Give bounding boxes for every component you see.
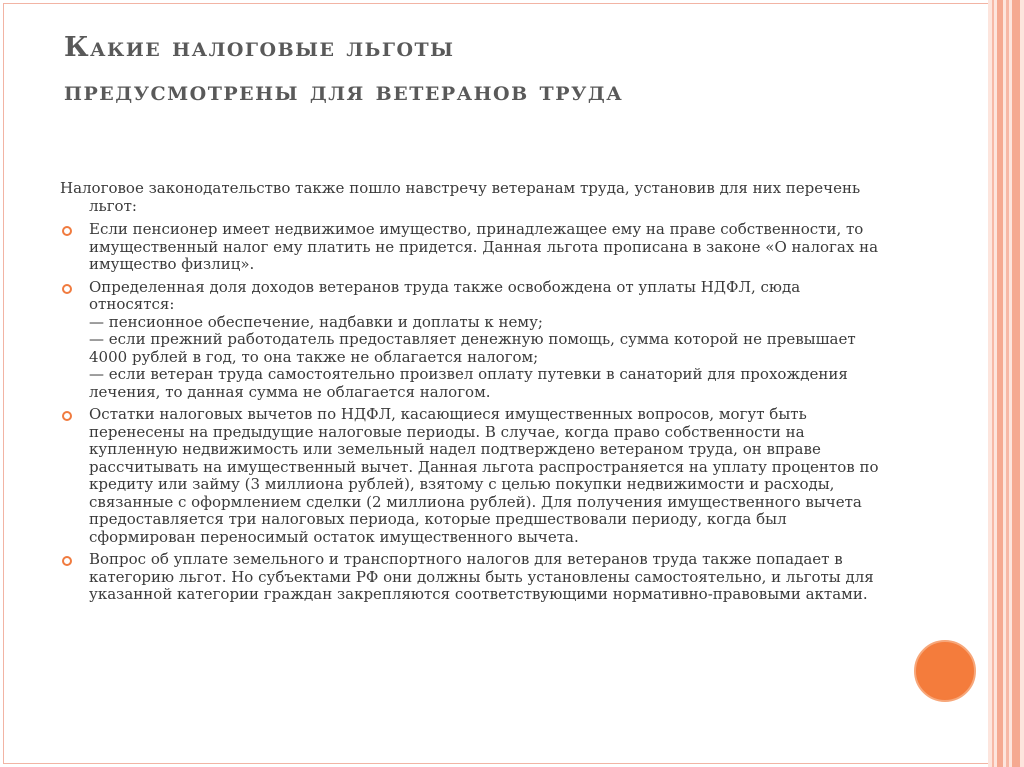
bullet-subline: — если ветеран труда самостоятельно произвел оплату путевки в санаторий для прохождения лечения, то данная сумма не облагается налогом. — [89, 365, 848, 401]
bullet-item — [60, 406, 880, 546]
stripe — [992, 0, 994, 767]
title-line: предусмотрены для ветеранов труда — [64, 76, 624, 107]
bullet-text: Определенная доля доходов ветеранов труда также освобождена от уплаты НДФЛ, сюда относятся: — [89, 277, 801, 313]
bullet-item — [60, 551, 880, 604]
bullet-item — [60, 279, 880, 402]
stripe — [1012, 0, 1020, 767]
bullet-circle-icon — [62, 284, 72, 294]
bullet-text: Остатки налоговых вычетов по НДФЛ, касающиеся имущественных вопросов, могут быть перенесены на предыдущие налоговые периоды. В случае, когда право собственности на купленную недвижимость или земельный надел подтверждено ветераном труда, он вправе рассчитывать на имущественный вычет. Данная льгота распространяется на уплату процентов по кредиту или займу (3 миллиона рублей), взятому с целью покупки недвижимости и расходы, связанные с оформлением сделки (2 миллиона рублей). Для получения имущественного вычета предоставляется три налоговых периода, которые предшествовали периоду, когда был сформирован переносимый остаток имущественного вычета. — [89, 405, 879, 546]
intro-paragraph: Налоговое законодательство также пошло навстречу ветеранам труда, установив для них перечень льгот: — [60, 179, 861, 215]
stripe — [1006, 0, 1009, 767]
bullet-item — [60, 221, 880, 274]
slide-title — [64, 26, 944, 114]
bullet-text: Если пенсионер имеет недвижимое имущество, принадлежащее ему на праве собственности, то имущественный налог ему платить не придется. Данная льгота прописана в законе «О налогах на имущество физлиц». — [89, 220, 879, 273]
bullet-subline: — пенсионное обеспечение, надбавки и доплаты к нему; — [89, 312, 543, 331]
decorative-stripes — [988, 0, 1024, 767]
bullet-circle-icon — [62, 556, 72, 566]
bullet-text: Вопрос об уплате земельного и транспортного налогов для ветеранов труда также попадает в категорию льгот. Но субъектами РФ они должны быть установлены самостоятельно, и льготы для указанной категории граждан закрепляются соответствующими нормативно-правовыми актами. — [89, 550, 874, 603]
bullet-circle-icon — [62, 226, 72, 236]
bullet-list — [60, 221, 880, 604]
stripe — [997, 0, 1003, 767]
decorative-orange-circle-icon — [914, 640, 976, 702]
title-line: Какие налоговые льготы — [64, 32, 455, 63]
bullet-circle-icon — [62, 411, 72, 421]
bullet-subline: — если прежний работодатель предоставляет денежную помощь, сумма которой не превышает 4000 рублей в год, то она также не облагается налогом; — [89, 330, 856, 366]
slide-body — [60, 180, 880, 609]
